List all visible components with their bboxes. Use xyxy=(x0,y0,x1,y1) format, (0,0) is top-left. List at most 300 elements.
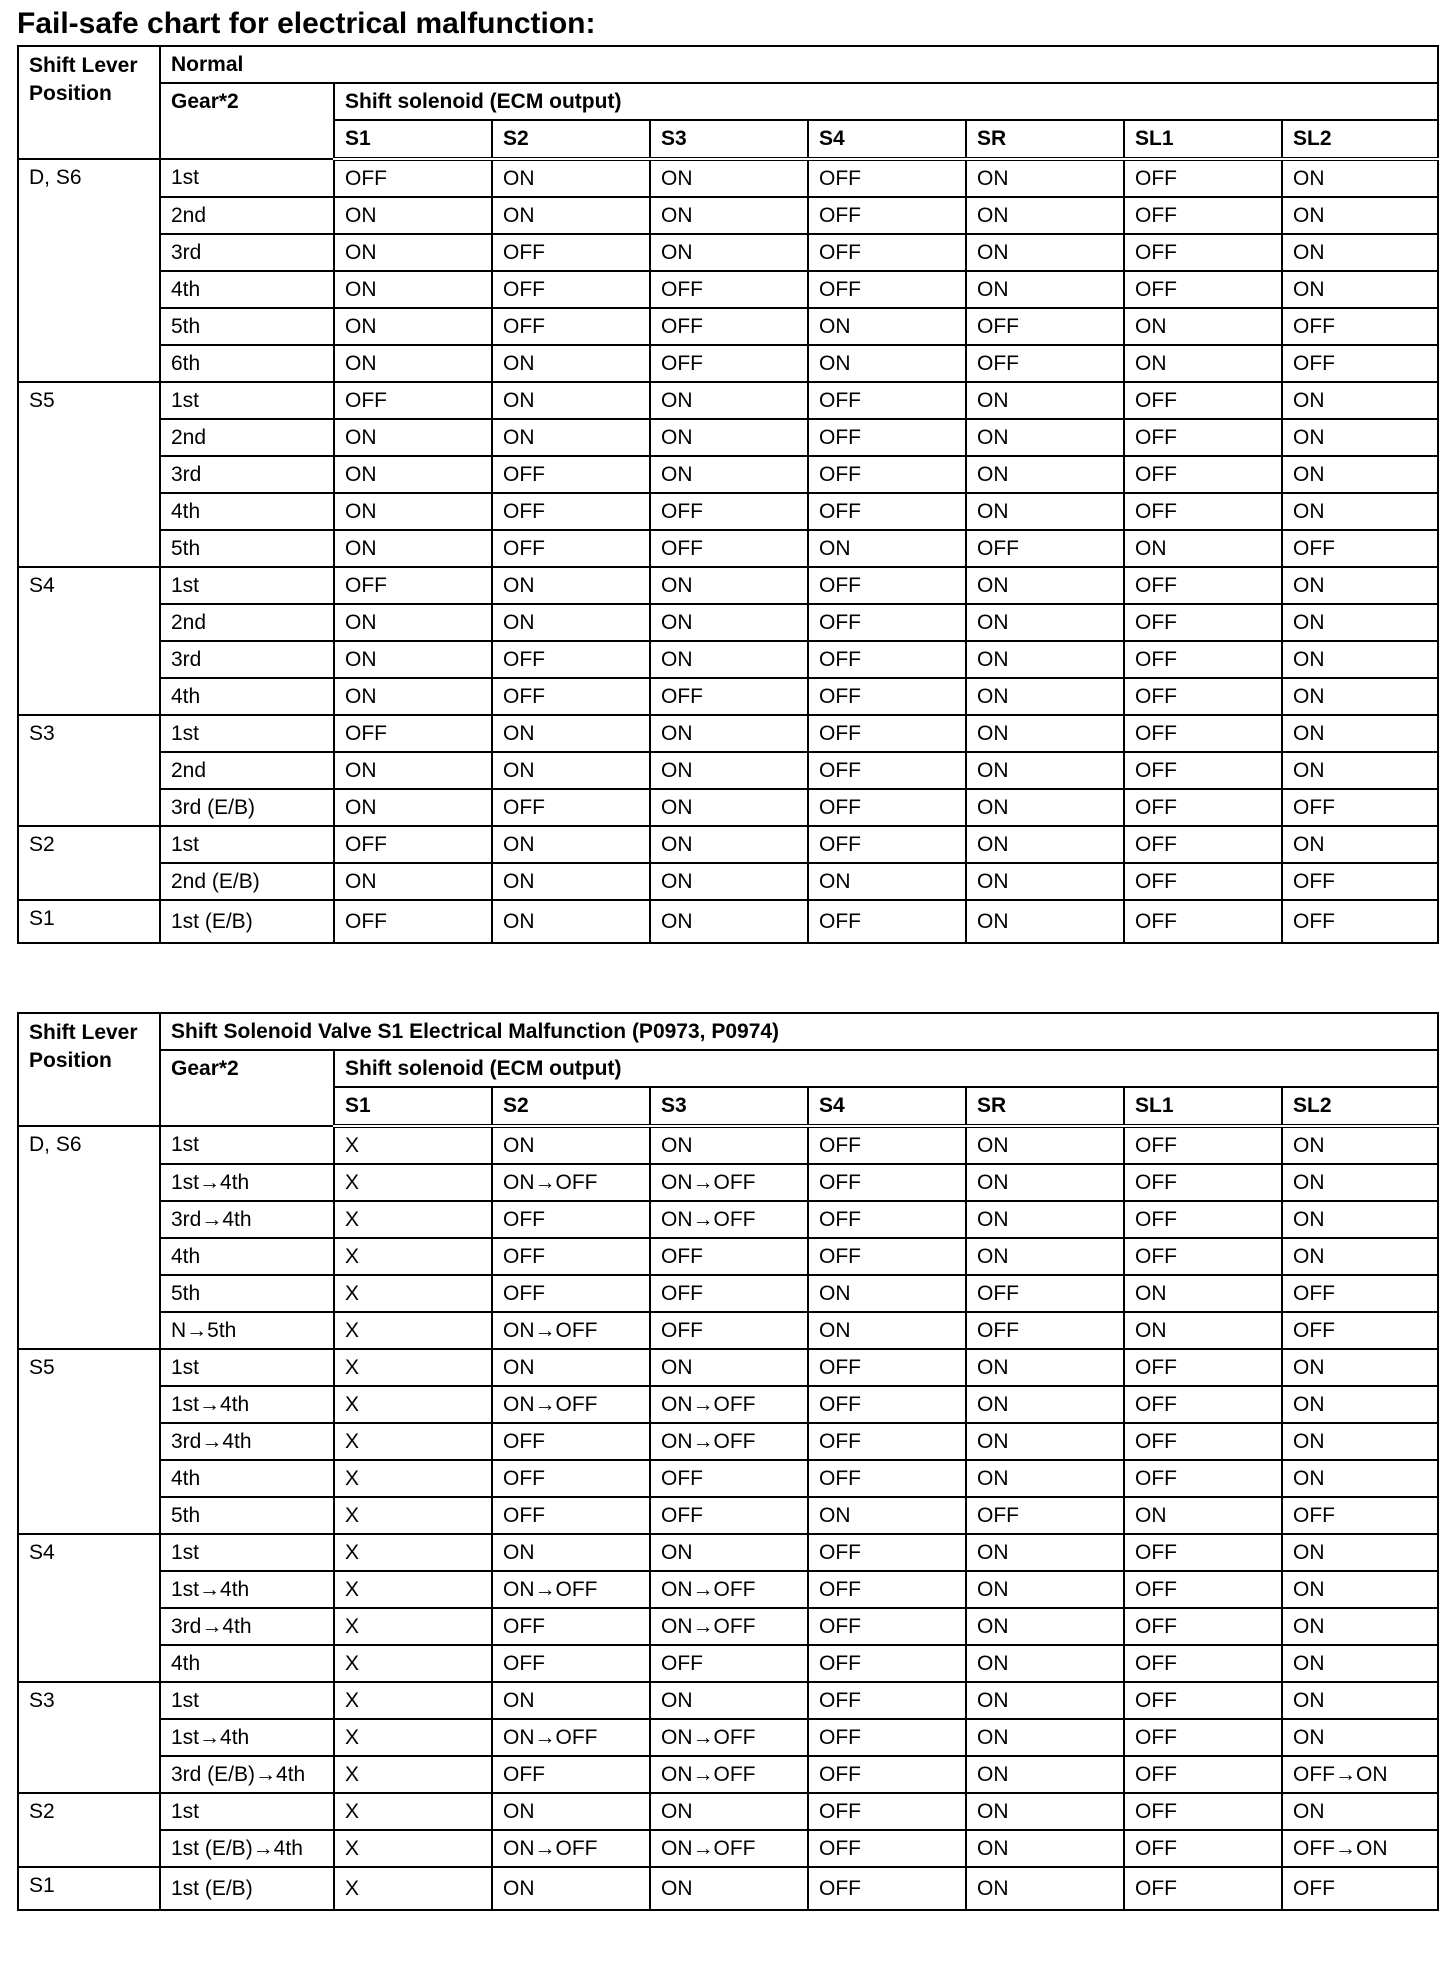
header-row-gear xyxy=(18,83,1438,120)
condition-header: Shift Solenoid Valve S1 Electrical Malfunction (P0973, P0974) xyxy=(160,1013,1438,1050)
gear-cell: 1st→4th xyxy=(160,1719,334,1756)
solenoid-value-cell-sr: ON xyxy=(966,159,1124,197)
solenoid-value-cell-sl2: ON xyxy=(1282,1386,1438,1423)
solenoid-value-cell-sl2: ON xyxy=(1282,1608,1438,1645)
table-row xyxy=(18,1126,1438,1164)
solenoid-value-cell-sr: OFF xyxy=(966,1275,1124,1312)
solenoid-value-cell-sl2: ON xyxy=(1282,234,1438,271)
solenoid-value-cell-s4: OFF xyxy=(808,604,966,641)
solenoid-value-cell-s4: OFF xyxy=(808,159,966,197)
solenoid-value-cell-sl1: OFF xyxy=(1124,382,1282,419)
solenoid-value-cell-sl2: ON xyxy=(1282,493,1438,530)
shift-lever-position-cell: S5 xyxy=(18,1349,160,1534)
solenoid-value-cell-s4: OFF xyxy=(808,1645,966,1682)
solenoid-value-cell-s2: ON xyxy=(492,159,650,197)
solenoid-value-cell-sr: ON xyxy=(966,641,1124,678)
solenoid-value-cell-s1: X xyxy=(334,1126,492,1164)
table-row xyxy=(18,1497,1438,1534)
solenoid-value-cell-s3: ON→OFF xyxy=(650,1201,808,1238)
table-row xyxy=(18,752,1438,789)
solenoid-value-cell-s1: X xyxy=(334,1312,492,1349)
table-row xyxy=(18,271,1438,308)
table-row xyxy=(18,1164,1438,1201)
gear-cell: 1st xyxy=(160,1682,334,1719)
table-row xyxy=(18,641,1438,678)
solenoid-value-cell-sl1: OFF xyxy=(1124,1423,1282,1460)
gear-cell: 4th xyxy=(160,271,334,308)
gear-cell: 2nd xyxy=(160,604,334,641)
table-row xyxy=(18,197,1438,234)
solenoid-value-cell-s1: ON xyxy=(334,345,492,382)
gear-cell: 1st (E/B)→4th xyxy=(160,1830,334,1867)
solenoid-value-cell-s1: X xyxy=(334,1497,492,1534)
solenoid-value-cell-s3: ON xyxy=(650,826,808,863)
solenoid-value-cell-s4: OFF xyxy=(808,1238,966,1275)
solenoid-value-cell-sr: ON xyxy=(966,1756,1124,1793)
solenoid-value-cell-s3: ON xyxy=(650,604,808,641)
solenoid-value-cell-s1: OFF xyxy=(334,567,492,604)
solenoid-value-cell-sl1: OFF xyxy=(1124,419,1282,456)
solenoid-value-cell-s4: ON xyxy=(808,308,966,345)
solenoid-value-cell-s3: ON xyxy=(650,159,808,197)
solenoid-value-cell-sl1: OFF xyxy=(1124,234,1282,271)
table-row xyxy=(18,1275,1438,1312)
solenoid-value-cell-s4: OFF xyxy=(808,900,966,943)
table-row xyxy=(18,1682,1438,1719)
table-row xyxy=(18,789,1438,826)
solenoid-value-cell-s1: X xyxy=(334,1719,492,1756)
solenoid-value-cell-s2: ON xyxy=(492,382,650,419)
gear-cell: 1st xyxy=(160,1793,334,1830)
solenoid-value-cell-sl1: OFF xyxy=(1124,1645,1282,1682)
solenoid-value-cell-sl2: ON xyxy=(1282,678,1438,715)
solenoid-value-cell-s2: OFF xyxy=(492,308,650,345)
solenoid-value-cell-s3: OFF xyxy=(650,530,808,567)
solenoid-value-cell-s3: ON→OFF xyxy=(650,1386,808,1423)
solenoid-value-cell-sl2: OFF xyxy=(1282,530,1438,567)
solenoid-value-cell-sr: ON xyxy=(966,678,1124,715)
solenoid-value-cell-sl2: ON xyxy=(1282,567,1438,604)
solenoid-value-cell-s4: OFF xyxy=(808,1164,966,1201)
solenoid-value-cell-sr: ON xyxy=(966,271,1124,308)
solenoid-value-cell-sl2: ON xyxy=(1282,197,1438,234)
shift-lever-position-header: Shift Lever Position xyxy=(18,46,160,159)
solenoid-value-cell-s1: OFF xyxy=(334,715,492,752)
solenoid-value-cell-s2: ON xyxy=(492,567,650,604)
header-row-gear xyxy=(18,1050,1438,1087)
solenoid-value-cell-s3: OFF xyxy=(650,1497,808,1534)
solenoid-value-cell-s2: OFF xyxy=(492,1645,650,1682)
solenoid-value-cell-s3: ON→OFF xyxy=(650,1756,808,1793)
solenoid-value-cell-sl2: ON xyxy=(1282,752,1438,789)
solenoid-value-cell-sr: ON xyxy=(966,1571,1124,1608)
solenoid-value-cell-sl2: ON xyxy=(1282,1793,1438,1830)
gear-cell: 2nd xyxy=(160,752,334,789)
solenoid-value-cell-s3: OFF xyxy=(650,1645,808,1682)
solenoid-value-cell-s4: OFF xyxy=(808,641,966,678)
shift-lever-position-cell: S3 xyxy=(18,715,160,826)
solenoid-value-cell-s2: ON→OFF xyxy=(492,1386,650,1423)
solenoid-value-cell-sr: ON xyxy=(966,1793,1124,1830)
solenoid-value-cell-sl1: OFF xyxy=(1124,271,1282,308)
solenoid-value-cell-s3: ON xyxy=(650,1793,808,1830)
solenoid-value-cell-sl2: ON xyxy=(1282,419,1438,456)
shift-lever-position-cell: S5 xyxy=(18,382,160,567)
solenoid-value-cell-sr: ON xyxy=(966,419,1124,456)
gear-header: Gear*2 xyxy=(160,1050,334,1126)
solenoid-value-cell-s2: ON xyxy=(492,1682,650,1719)
solenoid-value-cell-s3: ON xyxy=(650,1126,808,1164)
solenoid-value-cell-s3: ON xyxy=(650,715,808,752)
solenoid-value-cell-s1: OFF xyxy=(334,826,492,863)
solenoid-value-cell-sr: OFF xyxy=(966,1312,1124,1349)
solenoid-value-cell-sr: ON xyxy=(966,456,1124,493)
solenoid-value-cell-s3: ON→OFF xyxy=(650,1719,808,1756)
solenoid-value-cell-sl2: ON xyxy=(1282,1460,1438,1497)
solenoid-value-cell-s3: ON xyxy=(650,1534,808,1571)
solenoid-value-cell-sl1: ON xyxy=(1124,530,1282,567)
solenoid-value-cell-s1: X xyxy=(334,1201,492,1238)
solenoid-value-cell-s2: OFF xyxy=(492,493,650,530)
solenoid-value-cell-s4: ON xyxy=(808,863,966,900)
solenoid-value-cell-s4: ON xyxy=(808,345,966,382)
gear-cell: 4th xyxy=(160,1645,334,1682)
solenoid-value-cell-s1: X xyxy=(334,1423,492,1460)
solenoid-value-cell-sr: ON xyxy=(966,752,1124,789)
table-row xyxy=(18,1645,1438,1682)
solenoid-value-cell-s2: OFF xyxy=(492,1460,650,1497)
solenoid-value-cell-s2: ON xyxy=(492,826,650,863)
table-row xyxy=(18,567,1438,604)
table-row xyxy=(18,1608,1438,1645)
gear-header: Gear*2 xyxy=(160,83,334,159)
solenoid-value-cell-s3: ON xyxy=(650,234,808,271)
solenoid-value-cell-sr: ON xyxy=(966,493,1124,530)
gear-cell: 3rd (E/B)→4th xyxy=(160,1756,334,1793)
table-row xyxy=(18,1830,1438,1867)
solenoid-value-cell-s4: OFF xyxy=(808,234,966,271)
solenoid-value-cell-sr: ON xyxy=(966,1682,1124,1719)
solenoid-value-cell-sl1: ON xyxy=(1124,308,1282,345)
solenoid-value-cell-s1: OFF xyxy=(334,159,492,197)
gear-cell: 4th xyxy=(160,1238,334,1275)
table-row xyxy=(18,1349,1438,1386)
solenoid-value-cell-s1: X xyxy=(334,1349,492,1386)
gear-cell: 1st (E/B) xyxy=(160,1867,334,1910)
table-row xyxy=(18,1201,1438,1238)
solenoid-value-cell-sl1: OFF xyxy=(1124,456,1282,493)
solenoid-value-cell-s4: OFF xyxy=(808,1719,966,1756)
solenoid-value-cell-sl1: OFF xyxy=(1124,826,1282,863)
gear-cell: 4th xyxy=(160,678,334,715)
solenoid-value-cell-sl1: OFF xyxy=(1124,159,1282,197)
table-row xyxy=(18,1386,1438,1423)
solenoid-value-cell-s1: X xyxy=(334,1645,492,1682)
solenoid-value-cell-sl1: OFF xyxy=(1124,641,1282,678)
solenoid-value-cell-sl1: OFF xyxy=(1124,1534,1282,1571)
solenoid-value-cell-s2: ON xyxy=(492,900,650,943)
column-header-sr: SR xyxy=(966,1087,1124,1126)
solenoid-value-cell-s3: ON xyxy=(650,567,808,604)
gear-cell: 1st xyxy=(160,1349,334,1386)
solenoid-value-cell-s3: ON→OFF xyxy=(650,1608,808,1645)
header-row-condition xyxy=(18,1013,1438,1050)
solenoid-value-cell-sr: ON xyxy=(966,1126,1124,1164)
shift-lever-position-cell: D, S6 xyxy=(18,1126,160,1349)
solenoid-value-cell-s1: ON xyxy=(334,493,492,530)
solenoid-value-cell-s1: ON xyxy=(334,456,492,493)
solenoid-value-cell-s1: ON xyxy=(334,234,492,271)
column-header-sl2: SL2 xyxy=(1282,120,1438,159)
solenoid-value-cell-s2: OFF xyxy=(492,530,650,567)
gear-cell: 5th xyxy=(160,308,334,345)
solenoid-value-cell-s4: OFF xyxy=(808,1386,966,1423)
solenoid-value-cell-sl2: ON xyxy=(1282,271,1438,308)
table-row xyxy=(18,493,1438,530)
solenoid-value-cell-s3: OFF xyxy=(650,345,808,382)
solenoid-value-cell-s4: OFF xyxy=(808,1201,966,1238)
solenoid-value-cell-sr: OFF xyxy=(966,1497,1124,1534)
solenoid-value-cell-sl2: ON xyxy=(1282,641,1438,678)
solenoid-value-cell-s3: ON xyxy=(650,752,808,789)
solenoid-value-cell-s3: OFF xyxy=(650,678,808,715)
solenoid-value-cell-s1: X xyxy=(334,1830,492,1867)
solenoid-value-cell-sl2: ON xyxy=(1282,456,1438,493)
solenoid-value-cell-s2: ON xyxy=(492,1534,650,1571)
gear-cell: 3rd xyxy=(160,234,334,271)
solenoid-value-cell-s4: OFF xyxy=(808,1682,966,1719)
column-header-s2: S2 xyxy=(492,1087,650,1126)
solenoid-value-cell-sl2: ON xyxy=(1282,826,1438,863)
solenoid-value-cell-sl2: OFF xyxy=(1282,789,1438,826)
solenoid-value-cell-sl1: OFF xyxy=(1124,197,1282,234)
solenoid-value-cell-sl2: OFF xyxy=(1282,1867,1438,1910)
column-header-s2: S2 xyxy=(492,120,650,159)
solenoid-value-cell-s4: OFF xyxy=(808,1608,966,1645)
solenoid-value-cell-sr: ON xyxy=(966,1201,1124,1238)
gear-cell: 4th xyxy=(160,493,334,530)
solenoid-value-cell-sl2: OFF xyxy=(1282,900,1438,943)
solenoid-value-cell-s2: ON xyxy=(492,1126,650,1164)
solenoid-value-cell-sl1: OFF xyxy=(1124,1460,1282,1497)
solenoid-value-cell-s4: OFF xyxy=(808,1756,966,1793)
solenoid-value-cell-s4: OFF xyxy=(808,1830,966,1867)
gear-cell: N→5th xyxy=(160,1312,334,1349)
solenoid-value-cell-sl2: ON xyxy=(1282,1349,1438,1386)
solenoid-value-cell-s3: ON xyxy=(650,382,808,419)
solenoid-value-cell-sl1: OFF xyxy=(1124,567,1282,604)
gear-cell: 1st→4th xyxy=(160,1386,334,1423)
shift-lever-position-cell: S3 xyxy=(18,1682,160,1793)
solenoid-value-cell-s1: ON xyxy=(334,308,492,345)
solenoid-value-cell-s2: ON xyxy=(492,752,650,789)
solenoid-value-cell-sr: ON xyxy=(966,1460,1124,1497)
solenoid-value-cell-s4: OFF xyxy=(808,1349,966,1386)
solenoid-value-cell-s3: ON xyxy=(650,863,808,900)
table-row xyxy=(18,530,1438,567)
shift-lever-position-cell: S1 xyxy=(18,1867,160,1910)
solenoid-value-cell-sl1: OFF xyxy=(1124,1164,1282,1201)
table-row xyxy=(18,863,1438,900)
solenoid-value-cell-s4: OFF xyxy=(808,789,966,826)
solenoid-value-cell-s1: X xyxy=(334,1460,492,1497)
solenoid-value-cell-s3: OFF xyxy=(650,271,808,308)
solenoid-value-cell-sl1: ON xyxy=(1124,345,1282,382)
solenoid-value-cell-sl1: OFF xyxy=(1124,1201,1282,1238)
solenoid-value-cell-s4: ON xyxy=(808,530,966,567)
solenoid-value-cell-s3: ON xyxy=(650,900,808,943)
solenoid-value-cell-s3: ON xyxy=(650,1682,808,1719)
solenoid-value-cell-sl2: ON xyxy=(1282,715,1438,752)
solenoid-value-cell-s4: OFF xyxy=(808,1126,966,1164)
solenoid-value-cell-s2: OFF xyxy=(492,234,650,271)
column-header-s1: S1 xyxy=(334,120,492,159)
table-row xyxy=(18,1571,1438,1608)
solenoid-value-cell-s1: X xyxy=(334,1275,492,1312)
solenoid-value-cell-sr: ON xyxy=(966,826,1124,863)
solenoid-value-cell-sl1: OFF xyxy=(1124,1830,1282,1867)
gear-cell: 5th xyxy=(160,1275,334,1312)
solenoid-value-cell-s2: ON→OFF xyxy=(492,1830,650,1867)
table-row xyxy=(18,1312,1438,1349)
solenoid-value-cell-s3: OFF xyxy=(650,493,808,530)
solenoid-value-cell-sl2: ON xyxy=(1282,1571,1438,1608)
solenoid-value-cell-s3: OFF xyxy=(650,308,808,345)
solenoid-value-cell-sl2: ON xyxy=(1282,1126,1438,1164)
solenoid-value-cell-s2: OFF xyxy=(492,1608,650,1645)
solenoid-value-cell-s1: OFF xyxy=(334,900,492,943)
column-header-sl2: SL2 xyxy=(1282,1087,1438,1126)
solenoid-value-cell-s2: ON xyxy=(492,419,650,456)
solenoid-value-cell-sl1: OFF xyxy=(1124,1349,1282,1386)
solenoid-value-cell-sr: ON xyxy=(966,1645,1124,1682)
solenoid-value-cell-sl2: ON xyxy=(1282,1201,1438,1238)
solenoid-value-cell-s2: OFF xyxy=(492,1201,650,1238)
solenoid-value-cell-sr: ON xyxy=(966,789,1124,826)
solenoid-value-cell-sl1: OFF xyxy=(1124,715,1282,752)
column-header-s4: S4 xyxy=(808,1087,966,1126)
column-header-s3: S3 xyxy=(650,120,808,159)
solenoid-value-cell-sr: ON xyxy=(966,1719,1124,1756)
solenoid-value-cell-sl1: OFF xyxy=(1124,1682,1282,1719)
solenoid-value-cell-sr: ON xyxy=(966,1238,1124,1275)
solenoid-value-cell-sl2: OFF xyxy=(1282,1312,1438,1349)
solenoid-value-cell-sr: ON xyxy=(966,1423,1124,1460)
solenoid-value-cell-sr: ON xyxy=(966,715,1124,752)
solenoid-value-cell-s4: OFF xyxy=(808,271,966,308)
solenoid-value-cell-s4: ON xyxy=(808,1275,966,1312)
solenoid-value-cell-sl2: OFF→ON xyxy=(1282,1830,1438,1867)
solenoid-value-cell-s4: OFF xyxy=(808,678,966,715)
gear-cell: 5th xyxy=(160,530,334,567)
solenoid-value-cell-s1: X xyxy=(334,1682,492,1719)
solenoid-value-cell-s4: OFF xyxy=(808,715,966,752)
solenoid-value-cell-s1: X xyxy=(334,1238,492,1275)
solenoid-value-cell-s2: ON xyxy=(492,1349,650,1386)
solenoid-value-cell-sr: ON xyxy=(966,1830,1124,1867)
solenoid-value-cell-sl1: ON xyxy=(1124,1497,1282,1534)
solenoid-value-cell-s1: X xyxy=(334,1164,492,1201)
gear-cell: 5th xyxy=(160,1497,334,1534)
column-header-sl1: SL1 xyxy=(1124,1087,1282,1126)
page-title: Fail-safe chart for electrical malfunction: xyxy=(17,7,596,40)
shift-solenoid-header: Shift solenoid (ECM output) xyxy=(334,83,1438,120)
solenoid-value-cell-s2: ON xyxy=(492,1867,650,1910)
solenoid-value-cell-s3: ON xyxy=(650,419,808,456)
table-row xyxy=(18,1460,1438,1497)
solenoid-value-cell-s2: ON→OFF xyxy=(492,1571,650,1608)
solenoid-value-cell-s3: ON xyxy=(650,641,808,678)
gear-cell: 4th xyxy=(160,1460,334,1497)
table-row xyxy=(18,1534,1438,1571)
gear-cell: 1st xyxy=(160,382,334,419)
solenoid-value-cell-sl1: OFF xyxy=(1124,1238,1282,1275)
table-row xyxy=(18,345,1438,382)
solenoid-value-cell-sr: ON xyxy=(966,863,1124,900)
gear-cell: 1st→4th xyxy=(160,1164,334,1201)
solenoid-value-cell-s2: ON→OFF xyxy=(492,1719,650,1756)
solenoid-value-cell-sr: OFF xyxy=(966,530,1124,567)
shift-lever-position-cell: S2 xyxy=(18,1793,160,1867)
table-row xyxy=(18,456,1438,493)
gear-cell: 1st xyxy=(160,715,334,752)
solenoid-value-cell-s1: ON xyxy=(334,530,492,567)
solenoid-value-cell-sr: ON xyxy=(966,1867,1124,1910)
gear-cell: 3rd→4th xyxy=(160,1201,334,1238)
solenoid-value-cell-sr: ON xyxy=(966,197,1124,234)
solenoid-value-cell-s1: ON xyxy=(334,271,492,308)
solenoid-value-cell-s3: OFF xyxy=(650,1312,808,1349)
solenoid-value-cell-s3: OFF xyxy=(650,1275,808,1312)
solenoid-value-cell-s4: ON xyxy=(808,1312,966,1349)
solenoid-value-cell-sl1: OFF xyxy=(1124,1719,1282,1756)
solenoid-value-cell-sl1: OFF xyxy=(1124,1867,1282,1910)
solenoid-value-cell-sl1: OFF xyxy=(1124,1571,1282,1608)
solenoid-value-cell-sl1: OFF xyxy=(1124,604,1282,641)
solenoid-value-cell-s1: X xyxy=(334,1534,492,1571)
gear-cell: 1st→4th xyxy=(160,1571,334,1608)
solenoid-value-cell-sr: OFF xyxy=(966,308,1124,345)
solenoid-value-cell-s2: OFF xyxy=(492,271,650,308)
solenoid-value-cell-sr: ON xyxy=(966,234,1124,271)
table-row xyxy=(18,234,1438,271)
table-row xyxy=(18,678,1438,715)
solenoid-value-cell-s1: ON xyxy=(334,678,492,715)
table-row xyxy=(18,1756,1438,1793)
solenoid-value-cell-s1: OFF xyxy=(334,382,492,419)
solenoid-value-cell-s2: OFF xyxy=(492,641,650,678)
gear-cell: 2nd xyxy=(160,197,334,234)
solenoid-value-cell-s2: ON xyxy=(492,1793,650,1830)
table-row xyxy=(18,308,1438,345)
solenoid-value-cell-sr: ON xyxy=(966,604,1124,641)
solenoid-value-cell-sl2: ON xyxy=(1282,1534,1438,1571)
gear-cell: 1st xyxy=(160,159,334,197)
solenoid-value-cell-sr: ON xyxy=(966,1534,1124,1571)
solenoid-value-cell-s3: ON→OFF xyxy=(650,1571,808,1608)
gear-cell: 1st xyxy=(160,1126,334,1164)
solenoid-value-cell-sl2: ON xyxy=(1282,382,1438,419)
solenoid-value-cell-s1: ON xyxy=(334,419,492,456)
solenoid-value-cell-s4: OFF xyxy=(808,1793,966,1830)
failsafe-table-s1-malfunction xyxy=(17,1012,1439,1911)
solenoid-value-cell-s4: OFF xyxy=(808,419,966,456)
solenoid-value-cell-sl1: OFF xyxy=(1124,678,1282,715)
gear-cell: 3rd xyxy=(160,456,334,493)
table-row xyxy=(18,826,1438,863)
solenoid-value-cell-s2: OFF xyxy=(492,789,650,826)
solenoid-value-cell-sl2: OFF→ON xyxy=(1282,1756,1438,1793)
